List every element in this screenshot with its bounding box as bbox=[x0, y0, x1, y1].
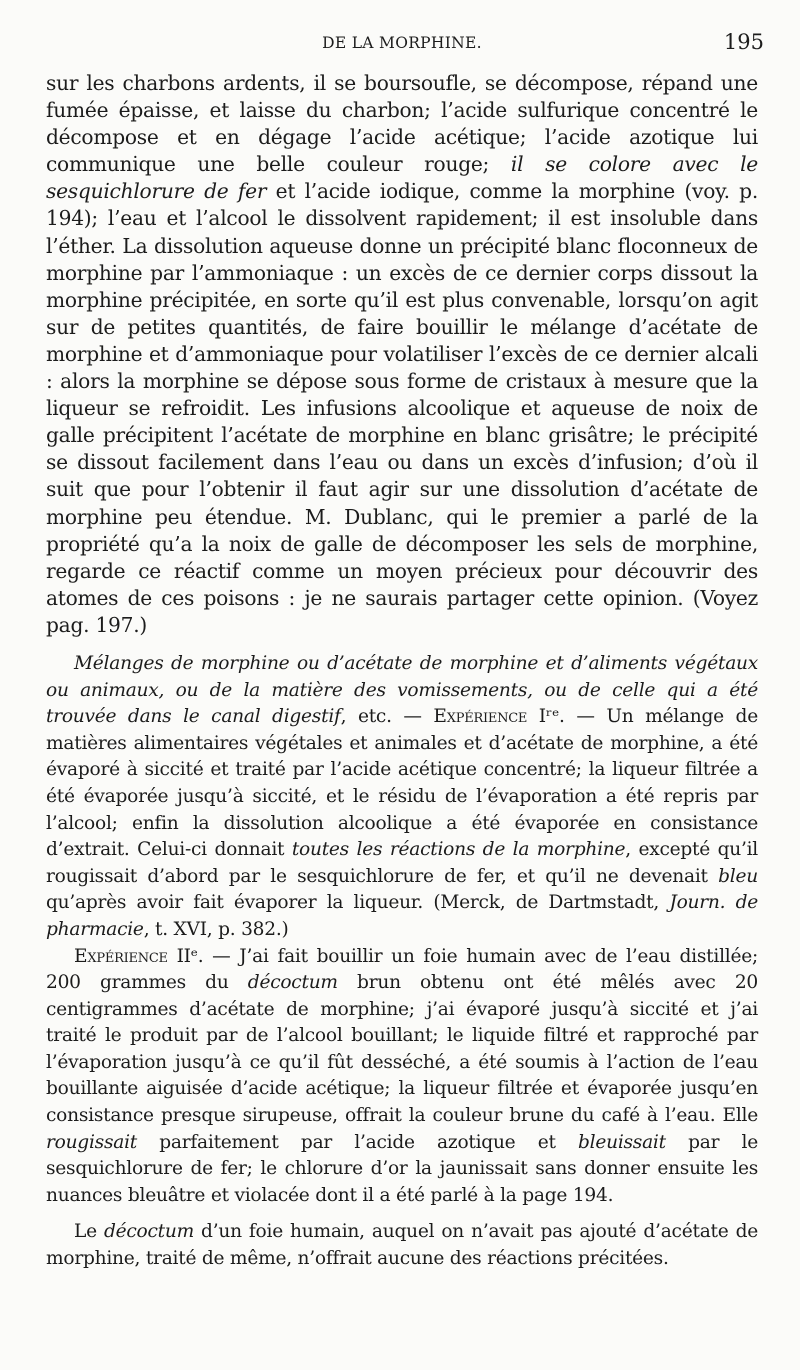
paragraph-4 bbox=[46, 1219, 758, 1272]
paragraph-1-text-a: sur les charbons ardents, il se boursoufle, se décompose, répand une fumée épaisse, et laisse du charbon; l’acide sulfurique concentré le décompose et en dégage l’acide acétique; l’acide azotique lui communique une belle couleur rouge; bbox=[46, 71, 758, 177]
paragraph-1 bbox=[46, 70, 758, 639]
section-heading-italic: Mélanges de morphine ou d’acétate de morphine et d’aliments végétaux ou animaux, ou de la matière des vomissements, ou de celle qui a été trouvée dans le canal digestif bbox=[46, 652, 758, 728]
paragraph-3-text-d: par le sesquichlorure de fer; le chlorure d’or la jaunissait sans donner ensuite les nuances bleuâtre et violacée dont il a été parlé à la page 194. bbox=[46, 1131, 758, 1206]
paragraph-3-italic-c: bleuissait bbox=[577, 1131, 666, 1153]
paragraph-4-text-a: Le bbox=[74, 1221, 104, 1243]
page-number: 195 bbox=[723, 30, 764, 54]
paragraph-3-text-a: IIᵉ. — J’ai fait bouillir un foie humain avec de l’eau distillée; 200 grammes du bbox=[46, 945, 758, 994]
paragraph-2 bbox=[46, 651, 758, 944]
paragraph-2-text-a: , etc. — bbox=[340, 706, 434, 728]
paragraph-4-italic-a: décoctum bbox=[103, 1221, 194, 1243]
paragraph-2-text-e: , t. XVI, p. 382.) bbox=[143, 918, 289, 940]
paragraph-2-italic-c: bleu bbox=[718, 865, 758, 887]
paragraph-2-text-c: , excepté qu’il rougissait d’abord par le sesquichlorure de fer, et qu’il ne devenait bbox=[46, 839, 758, 887]
book-page bbox=[46, 26, 764, 1273]
paragraph-3 bbox=[46, 944, 758, 1210]
paragraph-2-italic-b: toutes les réactions de la morphine bbox=[291, 839, 626, 861]
paragraph-1-italic-a: il se colore avec le sesquichlorure de fer bbox=[46, 152, 758, 204]
page-body bbox=[46, 70, 758, 1273]
paragraph-4-text-b: d’un foie humain, auquel on n’avait pas ajouté d’acétate de morphine, traité de même, n’offrait aucune des réactions précitées. bbox=[46, 1221, 758, 1270]
journal-title: Journ. de pharmacie bbox=[46, 892, 758, 940]
experience-label-1: Expérience bbox=[433, 706, 528, 728]
experience-label-2: Expérience bbox=[74, 945, 168, 967]
running-title: DE LA MORPHINE. bbox=[322, 34, 482, 52]
paragraph-1-text-b: et l’acide iodique, comme la morphine (voy. p. 194); l’eau et l’alcool le dissolvent rapidement; il est insoluble dans l’éther. La dissolution aqueuse donne un précipité blanc floconneux de morphine par l’ammoniaque : un excès de ce dernier corps dissout la morphine précipitée, en sorte qu’il est plus convenable, lorsqu’on agit sur de petites quantités, de faire bouillir le mélange d’acétate de morphine et d’ammoniaque pour volatiliser l’excès de ce dernier alcali : alors la morphine se dépose sous forme de cristaux à mesure que la liqueur se refroidit. Les infusions alcoolique et aqueuse de noix de galle précipitent l’acétate de morphine en blanc grisâtre; le précipité se dissout facilement dans l’eau ou dans un excès d’infusion; d’où il suit que pour l’obtenir il faut agir sur une dissolution d’acétate de morphine peu étendue. M. Dublanc, qui le premier a parlé de la propriété qu’a la noix de galle de décomposer les sels de morphine, regarde ce réactif comme un moyen précieux pour découvrir des atomes de ces poisons : je ne saurais partager cette opinion. (Voyez pag. 197.) bbox=[46, 179, 758, 637]
paragraph-3-italic-a: décoctum bbox=[247, 972, 338, 994]
running-head bbox=[46, 26, 764, 62]
paragraph-3-italic-b: rougissait bbox=[46, 1131, 137, 1153]
paragraph-3-text-b: brun obtenu ont été mêlés avec 20 centigrammes d’acétate de morphine; j’ai évaporé jusqu’à siccité et j’ai traité le produit par de l’alcool bouillant; le liquide filtré et rapproché par l’évaporation jusqu’à ce qu’il fût desséché, a été soumis à l’action de l’eau bouillante aiguisée d’acide acétique; la liqueur filtrée et évaporée jusqu’en consistance presque sirupeuse, offrait la couleur brune du café à l’eau. Elle bbox=[46, 972, 758, 1127]
paragraph-3-text-c: parfaitement par l’acide azotique et bbox=[137, 1131, 578, 1153]
paragraph-2-text-d: qu’après avoir fait évaporer la liqueur. (Merck, de Dartmstadt, bbox=[46, 892, 670, 914]
paragraph-2-text-b: Iʳᵉ. — Un mélange de matières alimentaires végétales et animales et d’acétate de morphine, a été évaporé à siccité et traité par l’acide acétique concentré; la liqueur filtrée a été évaporée jusqu’à siccité, et le résidu de l’évaporation a été repris par l’alcool; enfin la dissolution alcoolique a été évaporée en consistance d’extrait. Celui-ci donnait bbox=[46, 706, 758, 861]
